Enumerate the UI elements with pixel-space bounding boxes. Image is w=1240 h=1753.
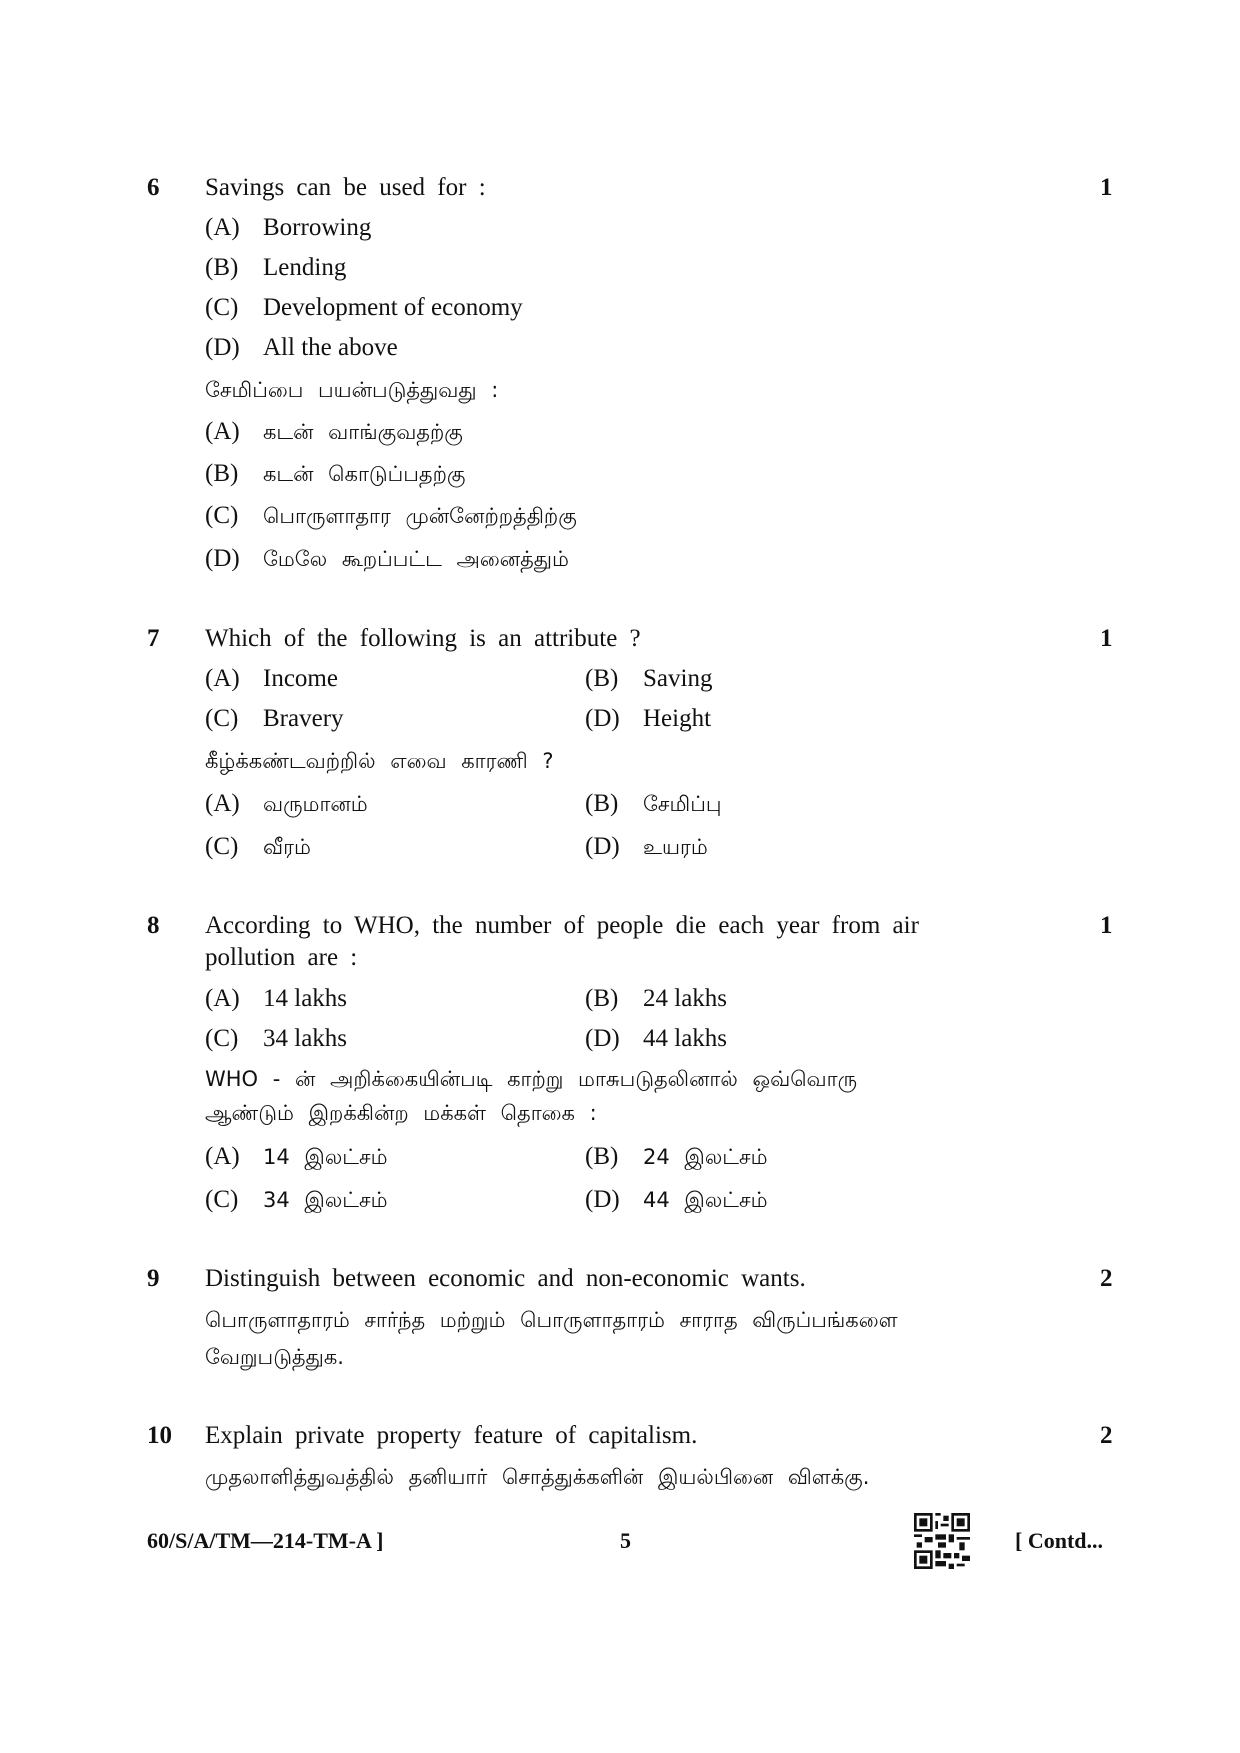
option-label: (C) bbox=[205, 502, 239, 529]
question-text-en: Distinguish between economic and non-economic wants. bbox=[205, 1265, 806, 1292]
paper-code: 60/S/A/TM—214-TM-A ] bbox=[147, 1528, 384, 1553]
question-text-en: Savings can be used for : bbox=[205, 174, 486, 201]
option-text: 24 lakhs bbox=[643, 985, 728, 1012]
option-label: (A) bbox=[205, 418, 240, 445]
option-label: (B) bbox=[585, 1143, 619, 1170]
option-en-b bbox=[205, 254, 346, 282]
option-ta-d bbox=[585, 833, 708, 862]
option-label: (D) bbox=[585, 833, 620, 860]
option-text: Saving bbox=[643, 665, 713, 692]
question-text-ta: WHO - ன் அறிக்கையின்படி காற்று மாசுபடுதலினால் ஒவ்வொரு bbox=[205, 1067, 858, 1091]
question-text-ta: வேறுபடுத்துக. bbox=[205, 1345, 344, 1369]
option-label: (B) bbox=[585, 790, 619, 817]
option-label: (D) bbox=[205, 334, 240, 361]
option-label: (B) bbox=[585, 985, 619, 1012]
option-ta-c bbox=[205, 1186, 388, 1215]
option-text: Height bbox=[643, 705, 712, 732]
option-label: (D) bbox=[585, 1186, 620, 1213]
option-ta-b bbox=[585, 1143, 768, 1172]
option-text: 14 lakhs bbox=[263, 985, 348, 1012]
option-label: (C) bbox=[205, 1025, 239, 1052]
question-text-en: According to WHO, the number of people die each year from air bbox=[205, 912, 919, 939]
option-en-b bbox=[585, 665, 712, 693]
option-en-c bbox=[205, 294, 523, 322]
question-marks: 2 bbox=[1100, 1422, 1113, 1449]
option-text: Lending bbox=[263, 254, 347, 281]
page-number: 5 bbox=[620, 1528, 631, 1553]
option-ta-b bbox=[205, 460, 465, 489]
qr-code-icon bbox=[914, 1513, 970, 1569]
option-label: (B) bbox=[205, 254, 239, 281]
option-en-b bbox=[585, 985, 727, 1013]
question-text-ta: முதலாளித்துவத்தில் தனியார் சொத்துக்களின் இயல்பினை விளக்கு. bbox=[205, 1465, 870, 1489]
option-text: 24 இலட்சம் bbox=[643, 1145, 768, 1169]
question-number: 7 bbox=[147, 625, 160, 652]
question-marks: 1 bbox=[1100, 912, 1113, 939]
option-en-d bbox=[205, 334, 398, 362]
option-label: (C) bbox=[205, 1186, 239, 1213]
option-text: Bravery bbox=[263, 705, 344, 732]
question-number: 10 bbox=[147, 1422, 172, 1449]
option-text: சேமிப்பு bbox=[643, 792, 722, 816]
option-label: (A) bbox=[205, 1143, 240, 1170]
option-text: Borrowing bbox=[263, 214, 372, 241]
option-text: 14 இலட்சம் bbox=[263, 1145, 388, 1169]
continued-label: [ Contd... bbox=[1015, 1528, 1104, 1553]
option-ta-c bbox=[205, 502, 577, 531]
option-label: (A) bbox=[205, 985, 240, 1012]
question-number: 9 bbox=[147, 1265, 160, 1292]
option-text: 34 lakhs bbox=[263, 1025, 348, 1052]
option-text: கடன் வாங்குவதற்கு bbox=[263, 420, 463, 444]
option-text: Development of economy bbox=[263, 294, 523, 321]
question-number: 8 bbox=[147, 912, 160, 939]
question-marks: 2 bbox=[1100, 1265, 1113, 1292]
option-en-a bbox=[205, 985, 347, 1013]
option-text: 44 lakhs bbox=[643, 1025, 728, 1052]
question-marks: 1 bbox=[1100, 625, 1113, 652]
option-label: (C) bbox=[205, 294, 239, 321]
option-ta-d bbox=[585, 1186, 768, 1215]
option-en-d bbox=[585, 705, 711, 733]
option-label: (A) bbox=[205, 790, 240, 817]
question-marks: 1 bbox=[1100, 174, 1113, 201]
option-ta-a bbox=[205, 1143, 388, 1172]
option-text: உயரம் bbox=[643, 835, 708, 859]
option-label: (A) bbox=[205, 665, 240, 692]
option-text: பொருளாதார முன்னேற்றத்திற்கு bbox=[263, 504, 577, 528]
question-number: 6 bbox=[147, 174, 160, 201]
option-en-a bbox=[205, 665, 338, 693]
option-ta-a bbox=[205, 418, 463, 447]
option-ta-b bbox=[585, 790, 721, 819]
option-ta-a bbox=[205, 790, 368, 819]
question-text-ta: கீழ்க்கண்டவற்றில் எவை காரணி ? bbox=[205, 749, 554, 773]
option-en-a bbox=[205, 214, 371, 242]
option-label: (B) bbox=[585, 665, 619, 692]
question-text-ta: ஆண்டும் இறக்கின்ற மக்கள் தொகை : bbox=[205, 1101, 597, 1125]
option-label: (D) bbox=[585, 705, 620, 732]
option-ta-d bbox=[205, 545, 569, 574]
question-text-en: Which of the following is an attribute ? bbox=[205, 625, 641, 652]
option-text: 34 இலட்சம் bbox=[263, 1188, 388, 1212]
option-text: வீரம் bbox=[263, 835, 311, 859]
option-text: மேலே கூறப்பட்ட அனைத்தும் bbox=[263, 547, 569, 571]
option-label: (D) bbox=[205, 545, 240, 572]
question-text-en: pollution are : bbox=[205, 944, 358, 971]
option-text: Income bbox=[263, 665, 338, 692]
question-text-ta: பொருளாதாரம் சார்ந்த மற்றும் பொருளாதாரம் சாராத விருப்பங்களை bbox=[205, 1308, 898, 1332]
option-label: (C) bbox=[205, 705, 239, 732]
option-text: வருமானம் bbox=[263, 792, 368, 816]
option-label: (D) bbox=[585, 1025, 620, 1052]
option-label: (C) bbox=[205, 833, 239, 860]
option-text: All the above bbox=[263, 334, 398, 361]
question-text-en: Explain private property feature of capitalism. bbox=[205, 1422, 698, 1449]
question-text-ta: சேமிப்பை பயன்படுத்துவது : bbox=[205, 378, 499, 402]
option-ta-c bbox=[205, 833, 311, 862]
option-en-c bbox=[205, 1025, 347, 1053]
option-en-c bbox=[205, 705, 344, 733]
option-label: (A) bbox=[205, 214, 240, 241]
option-label: (B) bbox=[205, 460, 239, 487]
option-text: 44 இலட்சம் bbox=[643, 1188, 768, 1212]
option-text: கடன் கொடுப்பதற்கு bbox=[263, 462, 466, 486]
option-en-d bbox=[585, 1025, 727, 1053]
